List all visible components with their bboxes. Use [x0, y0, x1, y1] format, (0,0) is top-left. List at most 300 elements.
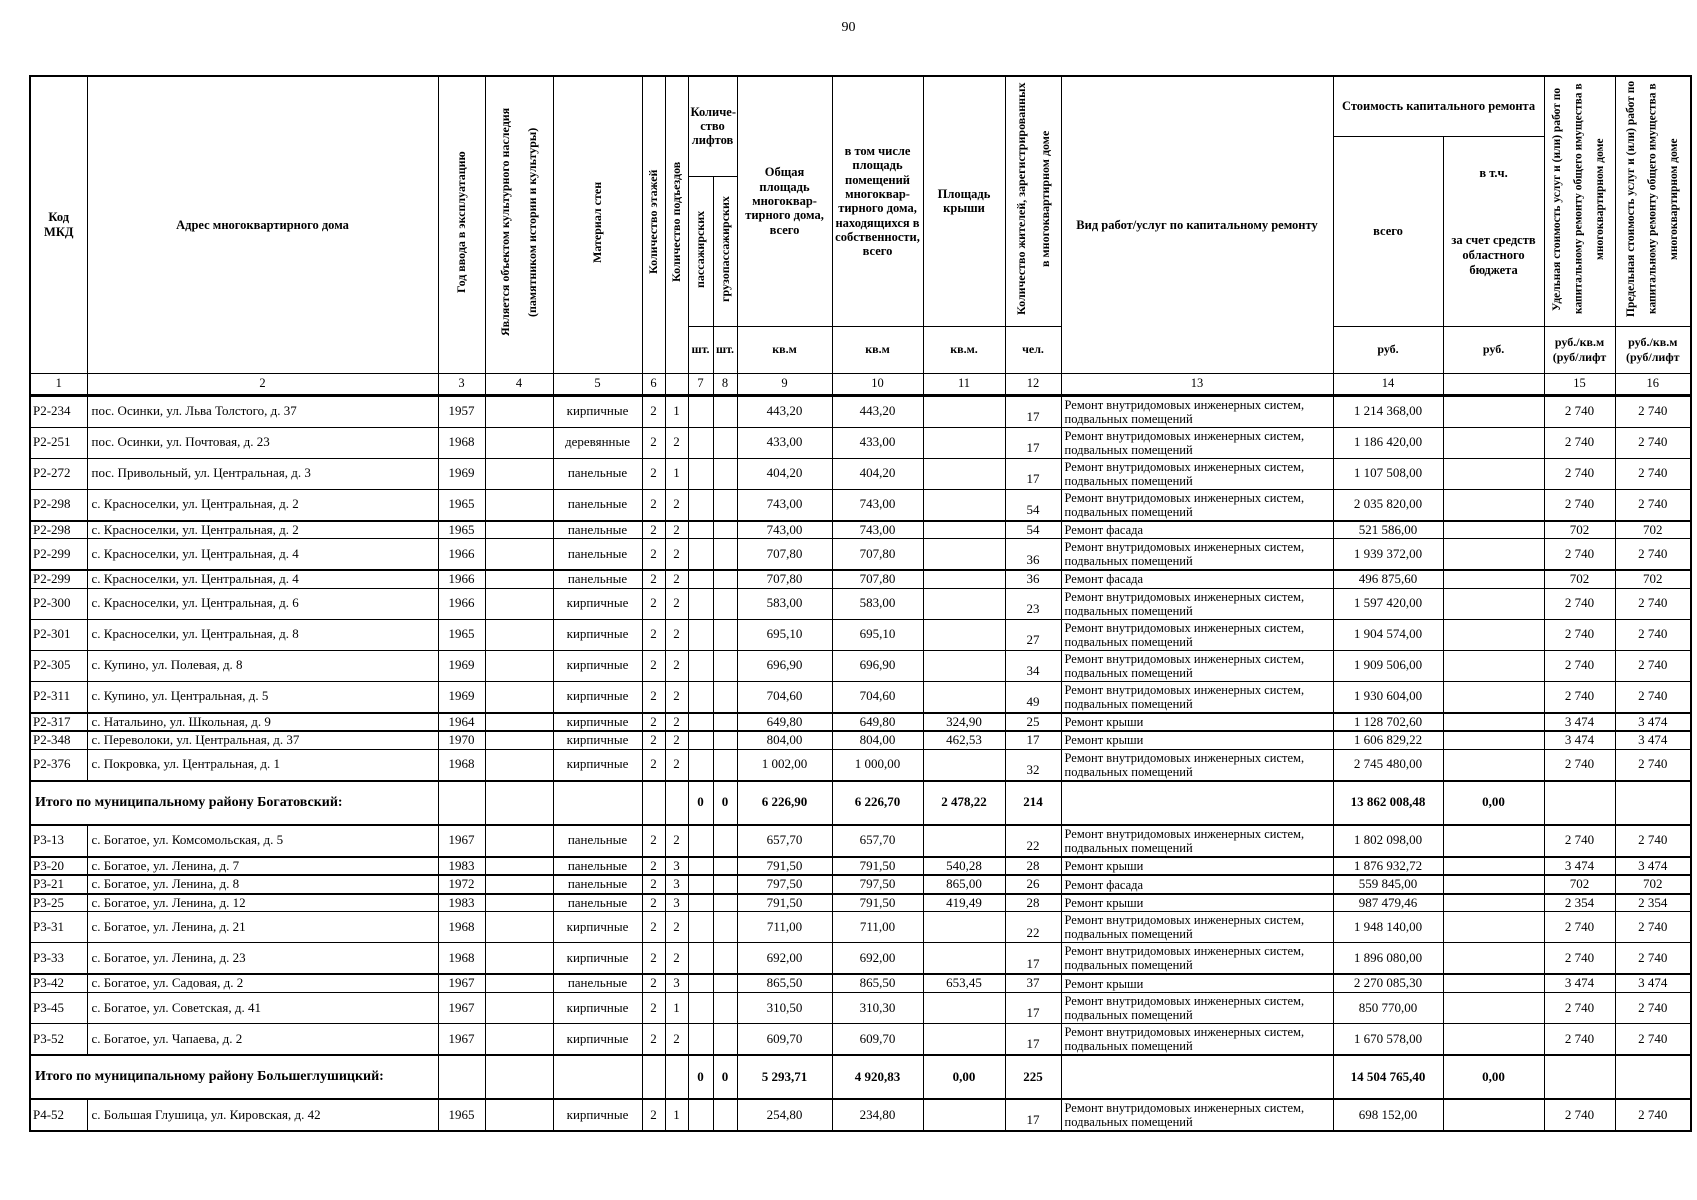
- cell-floors: 2: [642, 894, 665, 912]
- cell-entrances: 2: [665, 1023, 688, 1055]
- col-number: 8: [713, 373, 737, 395]
- cell-cost_total: 2 035 820,00: [1333, 489, 1443, 521]
- cell-wall: панельные: [553, 974, 642, 992]
- cell-heritage: [485, 395, 553, 427]
- cell-entrances: 3: [665, 875, 688, 894]
- cell-max_cost: 2 354: [1615, 894, 1691, 912]
- cell-area_total: 707,80: [737, 539, 832, 571]
- cell-work: Ремонт внутридомовых инженерных систем, подвальных помещений: [1061, 427, 1333, 458]
- cell-year: 1966: [438, 539, 485, 571]
- table-row: [30, 943, 1691, 975]
- cell-cost_total: 1 896 080,00: [1333, 943, 1443, 975]
- cell-lifts_cargo: [713, 650, 737, 681]
- cell-wall: деревянные: [553, 427, 642, 458]
- cell-area_total: 583,00: [737, 588, 832, 619]
- cell-cost_total: 559 845,00: [1333, 875, 1443, 894]
- total-row: [30, 1055, 1691, 1099]
- cell-cost_budget: [1443, 681, 1544, 713]
- cell-area_owned: 6 226,70: [832, 781, 923, 825]
- cell-entrances: 2: [665, 570, 688, 588]
- cell-wall: кирпичные: [553, 943, 642, 975]
- page-number: 90: [841, 20, 856, 35]
- cell-lifts_cargo: [713, 1099, 737, 1131]
- cell-residents: 36: [1005, 570, 1061, 588]
- cell-roof_area: 540,28: [923, 857, 1005, 876]
- cell-roof_area: [923, 588, 1005, 619]
- cell-unit_cost: 3 474: [1544, 857, 1615, 876]
- cell-heritage: [485, 1055, 553, 1099]
- cell-year: 1965: [438, 489, 485, 521]
- header-total-area: Общая площадь многоквар-тирного дома, всего: [737, 76, 832, 326]
- cell-unit_cost: 2 740: [1544, 395, 1615, 427]
- cell-unit_cost: 2 740: [1544, 681, 1615, 713]
- cell-lifts_cargo: [713, 588, 737, 619]
- cell-area_owned: 692,00: [832, 943, 923, 975]
- cell-address: с. Богатое, ул. Ленина, д. 21: [87, 912, 438, 943]
- cell-wall: кирпичные: [553, 395, 642, 427]
- col-number: 1: [30, 373, 87, 395]
- cell-unit_cost: 2 740: [1544, 992, 1615, 1023]
- cell-lifts_cargo: [713, 974, 737, 992]
- cell-area_owned: 743,00: [832, 521, 923, 539]
- cell-area_total: 6 226,90: [737, 781, 832, 825]
- cell-cost_total: 1 670 578,00: [1333, 1023, 1443, 1055]
- cell-year: 1965: [438, 521, 485, 539]
- cell-cost_total: 2 745 480,00: [1333, 749, 1443, 781]
- cell-work: Ремонт внутридомовых инженерных систем, подвальных помещений: [1061, 825, 1333, 857]
- cell-entrances: 2: [665, 427, 688, 458]
- cell-code: Р2-301: [30, 619, 87, 650]
- cell-roof_area: 653,45: [923, 974, 1005, 992]
- cell-floors: 2: [642, 458, 665, 489]
- cell-lifts_pass: [688, 974, 713, 992]
- cell-code: Р2-376: [30, 749, 87, 781]
- cell-lifts_pass: [688, 749, 713, 781]
- cell-address: с. Переволоки, ул. Центральная, д. 37: [87, 731, 438, 749]
- cell-floors: 2: [642, 427, 665, 458]
- cell-unit_cost: [1544, 1055, 1615, 1099]
- cell-entrances: 2: [665, 588, 688, 619]
- cell-work: Ремонт внутридомовых инженерных систем, подвальных помещений: [1061, 749, 1333, 781]
- cell-cost_budget: [1443, 395, 1544, 427]
- cell-code: Р3-20: [30, 857, 87, 876]
- cell-lifts_pass: [688, 912, 713, 943]
- cell-entrances: 2: [665, 943, 688, 975]
- cell-floors: 2: [642, 395, 665, 427]
- cell-floors: 2: [642, 1023, 665, 1055]
- cell-cost_total: 496 875,60: [1333, 570, 1443, 588]
- cell-address: с. Покровка, ул. Центральная, д. 1: [87, 749, 438, 781]
- cell-lifts_cargo: [713, 713, 737, 732]
- cell-area_owned: 865,50: [832, 974, 923, 992]
- cell-year: 1972: [438, 875, 485, 894]
- header-cost-group: Стоимость капитального ремонта: [1333, 76, 1544, 136]
- cell-residents: 27: [1005, 619, 1061, 650]
- cell-total-label: Итого по муниципальному району Большеглушицкий:: [30, 1055, 438, 1099]
- cell-max_cost: 702: [1615, 875, 1691, 894]
- cell-cost_total: 1 904 574,00: [1333, 619, 1443, 650]
- cell-entrances: 1: [665, 395, 688, 427]
- cell-residents: 17: [1005, 943, 1061, 975]
- cell-area_total: 743,00: [737, 489, 832, 521]
- cell-area_owned: 707,80: [832, 539, 923, 571]
- cell-heritage: [485, 713, 553, 732]
- cell-residents: 17: [1005, 1099, 1061, 1131]
- table-row: [30, 681, 1691, 713]
- col-number: 10: [832, 373, 923, 395]
- cell-area_total: 609,70: [737, 1023, 832, 1055]
- table-body: [30, 395, 1691, 1131]
- cell-area_total: 443,20: [737, 395, 832, 427]
- cell-address: с. Богатое, ул. Ленина, д. 8: [87, 875, 438, 894]
- cell-year: 1966: [438, 588, 485, 619]
- cell-roof_area: [923, 395, 1005, 427]
- cell-residents: 17: [1005, 731, 1061, 749]
- cell-roof_area: [923, 489, 1005, 521]
- cell-wall: панельные: [553, 875, 642, 894]
- cell-lifts_pass: [688, 943, 713, 975]
- table-row: [30, 1023, 1691, 1055]
- cell-lifts_pass: [688, 588, 713, 619]
- cell-cost_total: 1 597 420,00: [1333, 588, 1443, 619]
- cell-year: 1968: [438, 427, 485, 458]
- col-number: [665, 373, 688, 395]
- header-lifts-passenger: пассажирских: [688, 176, 713, 326]
- cell-address: с. Натальино, ул. Школьная, д. 9: [87, 713, 438, 732]
- cell-lifts_cargo: [713, 912, 737, 943]
- cell-residents: 49: [1005, 681, 1061, 713]
- cell-residents: 17: [1005, 458, 1061, 489]
- table-row: [30, 427, 1691, 458]
- cell-year: [438, 1055, 485, 1099]
- cell-code: Р2-299: [30, 570, 87, 588]
- cell-area_owned: 609,70: [832, 1023, 923, 1055]
- cell-area_total: 711,00: [737, 912, 832, 943]
- col-number: 15: [1544, 373, 1615, 395]
- cell-address: с. Красноселки, ул. Центральная, д. 6: [87, 588, 438, 619]
- cell-entrances: 2: [665, 825, 688, 857]
- cell-cost_total: 1 128 702,60: [1333, 713, 1443, 732]
- cell-area_total: 657,70: [737, 825, 832, 857]
- cell-lifts_pass: [688, 650, 713, 681]
- cell-residents: 54: [1005, 521, 1061, 539]
- table-row: [30, 458, 1691, 489]
- cell-wall: панельные: [553, 489, 642, 521]
- cell-entrances: 3: [665, 857, 688, 876]
- cell-floors: [642, 1055, 665, 1099]
- cell-lifts_cargo: [713, 992, 737, 1023]
- unit-unit-cost: руб./кв.м (руб/лифт: [1544, 326, 1615, 373]
- unit-roof-area: кв.м.: [923, 326, 1005, 373]
- cell-work: Ремонт крыши: [1061, 713, 1333, 732]
- cell-unit_cost: 2 740: [1544, 943, 1615, 975]
- cell-max_cost: 702: [1615, 521, 1691, 539]
- cell-max_cost: 3 474: [1615, 974, 1691, 992]
- cell-area_total: 310,50: [737, 992, 832, 1023]
- col-number: 6: [642, 373, 665, 395]
- cell-cost_budget: 0,00: [1443, 781, 1544, 825]
- cell-area_total: 1 002,00: [737, 749, 832, 781]
- cell-work: Ремонт внутридомовых инженерных систем, подвальных помещений: [1061, 1099, 1333, 1131]
- cell-lifts_cargo: [713, 570, 737, 588]
- cell-unit_cost: 2 740: [1544, 458, 1615, 489]
- cell-floors: 2: [642, 731, 665, 749]
- header-address: Адрес многоквартирного дома: [87, 76, 438, 373]
- cell-residents: 36: [1005, 539, 1061, 571]
- cell-year: 1983: [438, 894, 485, 912]
- cell-area_owned: 696,90: [832, 650, 923, 681]
- cell-wall: кирпичные: [553, 713, 642, 732]
- cell-work: Ремонт внутридомовых инженерных систем, подвальных помещений: [1061, 681, 1333, 713]
- cell-max_cost: 3 474: [1615, 713, 1691, 732]
- cell-code: Р2-348: [30, 731, 87, 749]
- cell-unit_cost: 2 354: [1544, 894, 1615, 912]
- cell-address: с. Богатое, ул. Комсомольская, д. 5: [87, 825, 438, 857]
- cell-max_cost: 2 740: [1615, 825, 1691, 857]
- cell-year: 1967: [438, 825, 485, 857]
- header-entrances: Количество подъездов: [665, 76, 688, 373]
- cell-residents: 17: [1005, 395, 1061, 427]
- cell-area_owned: 4 920,83: [832, 1055, 923, 1099]
- cell-cost_total: 1 948 140,00: [1333, 912, 1443, 943]
- cell-max_cost: [1615, 781, 1691, 825]
- table-row: [30, 521, 1691, 539]
- cell-work: Ремонт внутридомовых инженерных систем, подвальных помещений: [1061, 458, 1333, 489]
- cell-entrances: 2: [665, 619, 688, 650]
- cell-floors: 2: [642, 681, 665, 713]
- cell-heritage: [485, 974, 553, 992]
- cost-budget-label: за счет средств областного бюджета: [1451, 233, 1536, 277]
- cell-area_owned: 791,50: [832, 894, 923, 912]
- cell-max_cost: 2 740: [1615, 1099, 1691, 1131]
- cell-cost_budget: [1443, 857, 1544, 876]
- cell-lifts_pass: [688, 619, 713, 650]
- cell-work: Ремонт фасада: [1061, 875, 1333, 894]
- cell-roof_area: [923, 458, 1005, 489]
- cell-wall: панельные: [553, 539, 642, 571]
- cell-cost_budget: [1443, 619, 1544, 650]
- col-number: 13: [1061, 373, 1333, 395]
- cell-work: [1061, 1055, 1333, 1099]
- cell-code: Р2-299: [30, 539, 87, 571]
- col-number: 3: [438, 373, 485, 395]
- cell-wall: панельные: [553, 570, 642, 588]
- cell-residents: 25: [1005, 713, 1061, 732]
- cell-year: 1967: [438, 974, 485, 992]
- cell-address: пос. Осинки, ул. Почтовая, д. 23: [87, 427, 438, 458]
- cell-cost_budget: [1443, 749, 1544, 781]
- cell-address: пос. Привольный, ул. Центральная, д. 3: [87, 458, 438, 489]
- cell-lifts_cargo: [713, 619, 737, 650]
- cell-area_owned: 711,00: [832, 912, 923, 943]
- cell-unit_cost: 2 740: [1544, 825, 1615, 857]
- cell-floors: 2: [642, 521, 665, 539]
- cell-year: 1964: [438, 713, 485, 732]
- cell-year: 1968: [438, 912, 485, 943]
- header-mkd-code: Код МКД: [30, 76, 87, 373]
- header-floors: Количество этажей: [642, 76, 665, 373]
- cell-max_cost: 2 740: [1615, 650, 1691, 681]
- cell-area_owned: 1 000,00: [832, 749, 923, 781]
- cell-lifts_pass: [688, 395, 713, 427]
- cell-floors: 2: [642, 650, 665, 681]
- cell-total-label: Итого по муниципальному району Богатовский:: [30, 781, 438, 825]
- cell-lifts_cargo: [713, 489, 737, 521]
- cell-floors: [642, 781, 665, 825]
- cell-entrances: 2: [665, 650, 688, 681]
- cell-cost_total: 1 909 506,00: [1333, 650, 1443, 681]
- cell-work: Ремонт фасада: [1061, 521, 1333, 539]
- cell-area_total: 707,80: [737, 570, 832, 588]
- cell-address: с. Богатое, ул. Ленина, д. 12: [87, 894, 438, 912]
- cell-wall: панельные: [553, 857, 642, 876]
- cell-lifts_pass: [688, 1099, 713, 1131]
- cell-roof_area: 324,90: [923, 713, 1005, 732]
- cell-floors: 2: [642, 588, 665, 619]
- table-row: [30, 749, 1691, 781]
- cell-entrances: 3: [665, 974, 688, 992]
- unit-max-cost: руб./кв.м (руб/лифт: [1615, 326, 1691, 373]
- cell-heritage: [485, 489, 553, 521]
- cell-unit_cost: 2 740: [1544, 619, 1615, 650]
- cell-cost_total: 1 802 098,00: [1333, 825, 1443, 857]
- cell-residents: 22: [1005, 912, 1061, 943]
- col-number: [1443, 373, 1544, 395]
- cell-residents: 28: [1005, 857, 1061, 876]
- cell-code: Р2-272: [30, 458, 87, 489]
- col-number: 4: [485, 373, 553, 395]
- header-lifts-group: Количе-ство лифтов: [688, 76, 737, 176]
- col-number: 14: [1333, 373, 1443, 395]
- cell-cost_budget: [1443, 912, 1544, 943]
- cell-cost_budget: [1443, 825, 1544, 857]
- cell-entrances: [665, 781, 688, 825]
- cell-work: Ремонт крыши: [1061, 894, 1333, 912]
- cell-work: Ремонт внутридомовых инженерных систем, подвальных помещений: [1061, 1023, 1333, 1055]
- cell-lifts_pass: [688, 857, 713, 876]
- cell-residents: 17: [1005, 992, 1061, 1023]
- cell-work: Ремонт фасада: [1061, 570, 1333, 588]
- cell-cost_total: 1 606 829,22: [1333, 731, 1443, 749]
- cell-lifts_pass: [688, 1023, 713, 1055]
- cell-heritage: [485, 731, 553, 749]
- cell-unit_cost: 2 740: [1544, 588, 1615, 619]
- cell-area_owned: 234,80: [832, 1099, 923, 1131]
- table-row: [30, 1099, 1691, 1131]
- cell-lifts_pass: [688, 458, 713, 489]
- cell-residents: 34: [1005, 650, 1061, 681]
- cell-cost_total: 1 876 932,72: [1333, 857, 1443, 876]
- cell-cost_budget: [1443, 1023, 1544, 1055]
- cell-residents: 17: [1005, 1023, 1061, 1055]
- unit-lifts-cargo: шт.: [713, 326, 737, 373]
- cell-year: 1968: [438, 943, 485, 975]
- cell-cost_budget: [1443, 588, 1544, 619]
- cell-year: 1983: [438, 857, 485, 876]
- cell-lifts_cargo: [713, 857, 737, 876]
- col-number: 11: [923, 373, 1005, 395]
- cell-cost_total: 1 930 604,00: [1333, 681, 1443, 713]
- cell-heritage: [485, 458, 553, 489]
- table-row: [30, 857, 1691, 876]
- unit-residents: чел.: [1005, 326, 1061, 373]
- cell-year: 1968: [438, 749, 485, 781]
- table-row: [30, 875, 1691, 894]
- cell-heritage: [485, 875, 553, 894]
- cell-cost_budget: [1443, 713, 1544, 732]
- cell-code: Р2-300: [30, 588, 87, 619]
- cell-entrances: 3: [665, 894, 688, 912]
- cell-area_total: 696,90: [737, 650, 832, 681]
- cell-area_total: 804,00: [737, 731, 832, 749]
- cell-code: Р2-317: [30, 713, 87, 732]
- cell-work: Ремонт внутридомовых инженерных систем, подвальных помещений: [1061, 619, 1333, 650]
- cell-unit_cost: [1544, 781, 1615, 825]
- cell-area_total: 404,20: [737, 458, 832, 489]
- cell-max_cost: 702: [1615, 570, 1691, 588]
- table-header: [30, 76, 1691, 395]
- cell-entrances: 2: [665, 681, 688, 713]
- cell-lifts_pass: [688, 894, 713, 912]
- col-number: 9: [737, 373, 832, 395]
- cell-unit_cost: 2 740: [1544, 539, 1615, 571]
- cell-work: Ремонт внутридомовых инженерных систем, подвальных помещений: [1061, 489, 1333, 521]
- cell-area_total: 649,80: [737, 713, 832, 732]
- cell-roof_area: 419,49: [923, 894, 1005, 912]
- cell-area_total: 791,50: [737, 857, 832, 876]
- cell-work: [1061, 781, 1333, 825]
- cell-lifts_pass: [688, 825, 713, 857]
- cell-year: 1966: [438, 570, 485, 588]
- cell-floors: 2: [642, 912, 665, 943]
- cell-lifts_cargo: 0: [713, 781, 737, 825]
- cell-address: с. Большая Глушица, ул. Кировская, д. 42: [87, 1099, 438, 1131]
- cell-cost_total: 14 504 765,40: [1333, 1055, 1443, 1099]
- cell-entrances: 2: [665, 713, 688, 732]
- cell-wall: кирпичные: [553, 731, 642, 749]
- unit-cost-budget: руб.: [1443, 326, 1544, 373]
- cell-cost_budget: [1443, 731, 1544, 749]
- cell-year: 1969: [438, 458, 485, 489]
- header-wall-material: Материал стен: [553, 76, 642, 373]
- cell-unit_cost: 702: [1544, 875, 1615, 894]
- cell-cost_budget: [1443, 1099, 1544, 1131]
- cell-cost_budget: [1443, 427, 1544, 458]
- cell-area_owned: 743,00: [832, 489, 923, 521]
- cell-entrances: 2: [665, 521, 688, 539]
- cell-unit_cost: 2 740: [1544, 1023, 1615, 1055]
- table-row: [30, 912, 1691, 943]
- cell-roof_area: 0,00: [923, 1055, 1005, 1099]
- header-work-type: Вид работ/услуг по капитальному ремонту: [1061, 76, 1333, 373]
- cell-code: Р2-298: [30, 521, 87, 539]
- cell-code: Р3-21: [30, 875, 87, 894]
- cell-cost_budget: [1443, 521, 1544, 539]
- cell-heritage: [485, 857, 553, 876]
- cell-max_cost: 3 474: [1615, 731, 1691, 749]
- cell-wall: панельные: [553, 894, 642, 912]
- table-row: [30, 395, 1691, 427]
- cell-address: с. Красноселки, ул. Центральная, д. 4: [87, 570, 438, 588]
- cell-max_cost: 2 740: [1615, 943, 1691, 975]
- cell-cost_total: 698 152,00: [1333, 1099, 1443, 1131]
- unit-owned-area: кв.м: [832, 326, 923, 373]
- cell-area_total: 695,10: [737, 619, 832, 650]
- cell-heritage: [485, 912, 553, 943]
- cell-cost_total: 850 770,00: [1333, 992, 1443, 1023]
- table-row: [30, 539, 1691, 571]
- cell-area_owned: 791,50: [832, 857, 923, 876]
